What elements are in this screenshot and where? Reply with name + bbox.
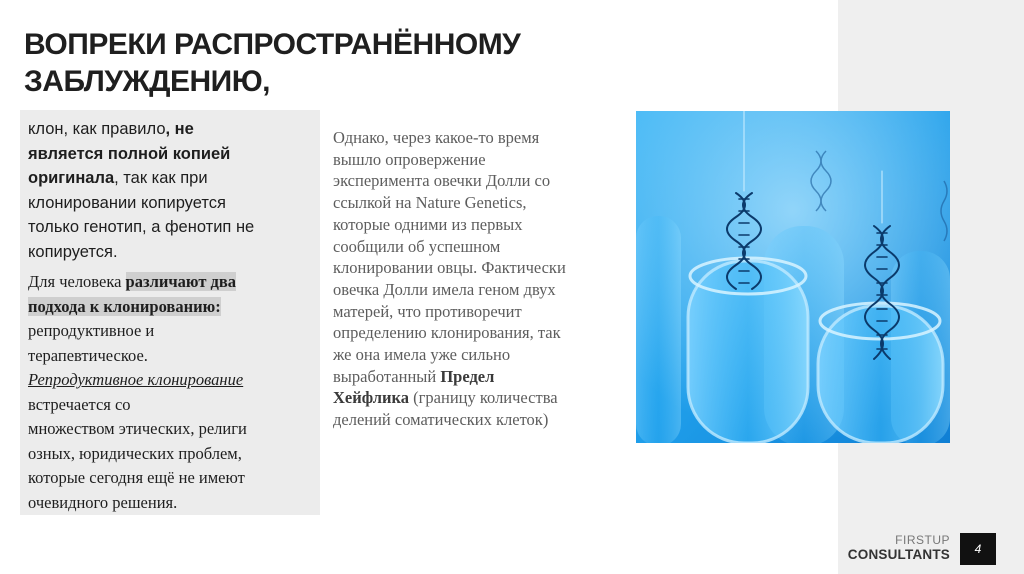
text-line: делений соматических клеток)	[333, 410, 549, 430]
brand-line-1: FIRSTUP	[895, 533, 950, 547]
text-line: которые сегодня ещё не имеют	[28, 468, 245, 487]
text-line: овечка Долли имела геном двух	[333, 279, 556, 299]
text-run-bold: Предел	[440, 366, 495, 386]
text-line	[28, 270, 318, 295]
text-line	[28, 368, 318, 393]
text-line: множеством этических, религи	[28, 419, 247, 438]
text-run: (границу количества	[409, 388, 558, 408]
text-run-bold: различают два	[125, 272, 237, 291]
text-run-bold: является полной копией	[28, 144, 231, 163]
text-run-bold: оригинала	[28, 169, 115, 187]
text-line: клонировании овцы. Фактически	[333, 258, 566, 278]
text-run-bold: подхода к клонированию:	[28, 296, 221, 316]
text-line: встречается со	[28, 394, 131, 414]
text-run: только генотип, а фенотип не	[28, 218, 255, 236]
text-run: , так как при	[114, 169, 208, 187]
text-line: сообщили об успешном	[333, 236, 501, 256]
slide-title	[24, 26, 624, 100]
text-line	[28, 295, 318, 320]
text-run: копируется.	[28, 242, 118, 261]
text-line: репродуктивное и	[28, 321, 155, 340]
text-line: очевидного решения.	[28, 492, 178, 512]
text-line	[333, 387, 628, 409]
text-line	[333, 366, 628, 388]
title-line-2: ЗАБЛУЖДЕНИЮ,	[24, 65, 270, 98]
text-line: матерей, что противоречит	[333, 301, 522, 321]
page-number: 4	[960, 533, 996, 565]
text-line: ссылкой на Nature Genetics,	[333, 193, 527, 213]
text-line: озных, юридических проблем,	[28, 443, 242, 463]
dna-test-tubes-photo	[636, 111, 950, 443]
brand-logo	[838, 533, 950, 562]
text-run-italic: Репродуктивное клонирование	[28, 370, 244, 389]
text-run: Для человека	[28, 272, 126, 291]
text-run-bold: , не	[165, 120, 194, 138]
text-line: которые одними из первых	[333, 214, 523, 234]
text-line: же она имела уже сильно	[333, 345, 511, 365]
cloning-approaches-paragraph	[28, 270, 318, 515]
brand-line-2: CONSULTANTS	[847, 547, 950, 562]
clone-definition-paragraph	[28, 117, 313, 264]
text-line: эксперимента овечки Долли со	[333, 171, 551, 191]
title-line-1: ВОПРЕКИ РАСПРОСТРАНЁННОМУ	[24, 28, 521, 61]
text-run-bold: Хейфлика	[333, 388, 410, 408]
text-run: клонировании копируется	[28, 193, 226, 212]
text-line: определению клонирования, так	[333, 323, 561, 343]
text-line: терапевтическое.	[28, 345, 148, 365]
text-line: вышло опровержение	[333, 149, 486, 169]
text-line: Однако, через какое-то время	[333, 128, 540, 147]
dolly-refutation-paragraph	[333, 127, 628, 431]
text-run: выработанный	[333, 366, 441, 386]
text-run: клон, как правило	[28, 120, 166, 138]
